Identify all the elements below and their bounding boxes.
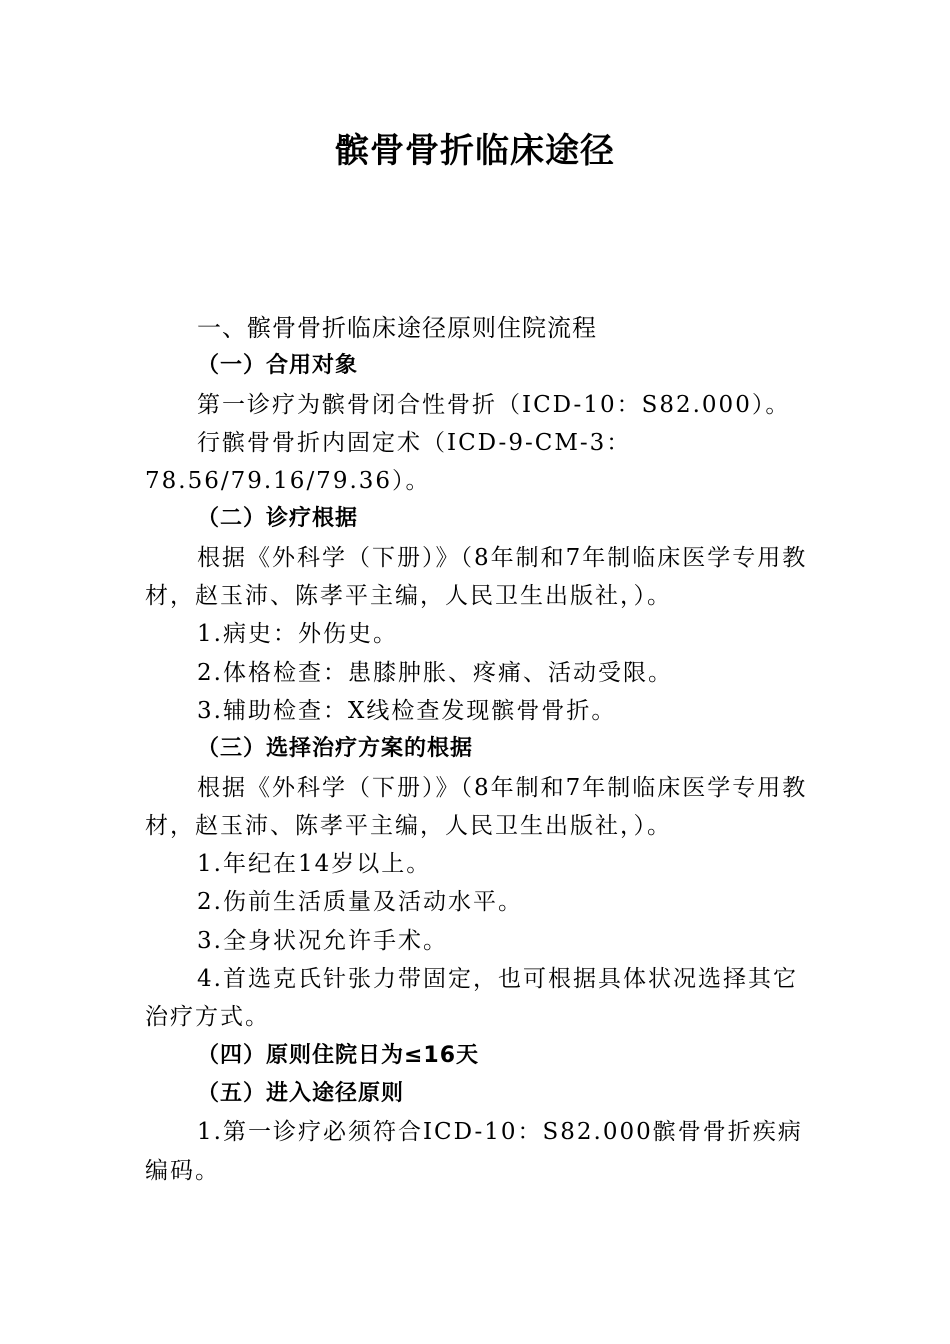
list-item: 3.全身状况允许手术。 (197, 927, 448, 954)
section-heading: 一、髌骨骨折临床途径原则住院流程 (197, 314, 597, 342)
list-item: 2.体格检查：患膝肿胀、疼痛、活动受限。 (197, 659, 673, 686)
paragraph: 行髌骨骨折内固定术（ICD-9-CM-3：78.56/79.16/79.36）。 (145, 429, 632, 495)
subsection-heading: （五）进入途径原则 (197, 1080, 405, 1106)
list-item: 3.辅助检查：X线检查发现髌骨骨折。 (197, 697, 617, 724)
list-item: 2.伤前生活质量及活动水平。 (197, 889, 523, 916)
paragraph: 根据《外科学（下册）》（8年制和7年制临床医学专用教材，赵玉沛、陈孝平主编，人民卫生出版社，）。 (145, 544, 808, 610)
paragraph: 根据《外科学（下册）》（8年制和7年制临床医学专用教材，赵玉沛、陈孝平主编，人民卫生出版社，）。 (145, 774, 808, 839)
subsection-heading: （二）诊疗根据 (197, 506, 359, 532)
subsection-heading: （三）选择治疗方案的根据 (197, 736, 474, 762)
list-item: 4.首选克氏针张力带固定，也可根据具体状况选择其它治疗方式。 (145, 966, 798, 1031)
list-item: 1.病史：外伤史。 (197, 621, 398, 648)
document-body (145, 309, 810, 1190)
list-item: 1.第一诊疗必须符合ICD-10：S82.000髌骨骨折疾病编码。 (145, 1119, 803, 1184)
subsection-heading: （一）合用对象 (197, 353, 359, 379)
subsection-heading: （四）原则住院日为≤16天 (197, 1042, 480, 1068)
paragraph: 第一诊疗为髌骨闭合性骨折（ICD-10：S82.000）。 (197, 391, 791, 418)
list-item: 1.年纪在14岁以上。 (197, 851, 432, 878)
document-title: 髌骨骨折临床途径 (335, 131, 615, 171)
